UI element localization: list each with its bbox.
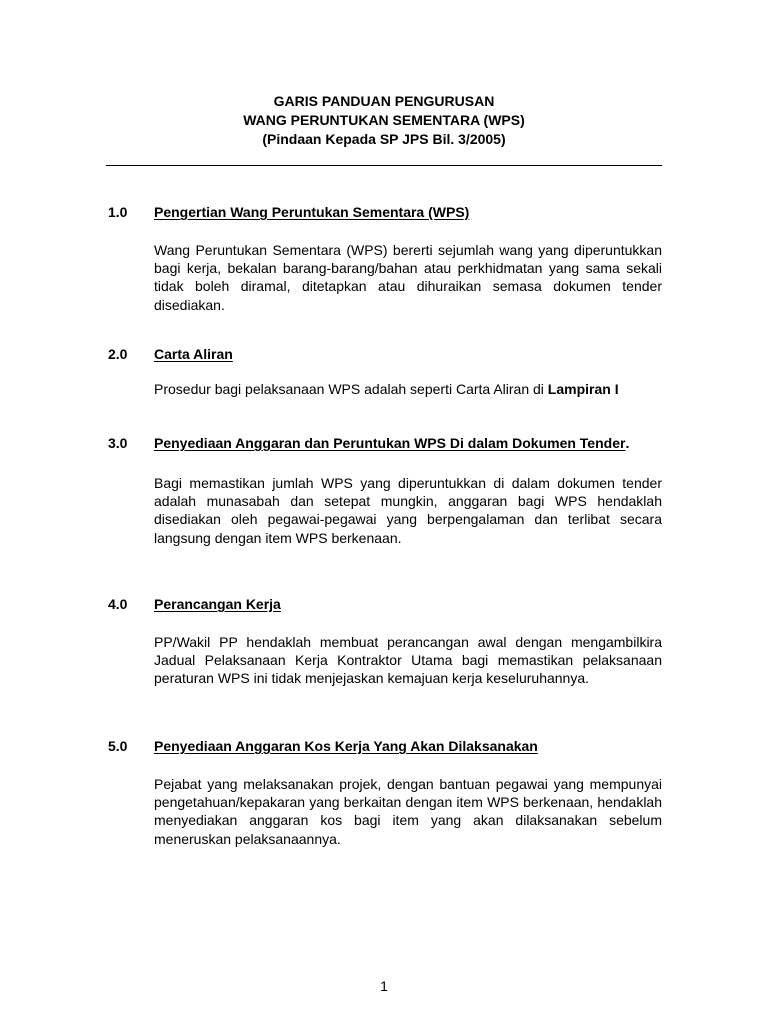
section-heading: Carta Aliran — [154, 346, 233, 362]
title-line-3: (Pindaan Kepada SP JPS Bil. 3/2005) — [262, 131, 506, 147]
section-heading-text: Penyediaan Anggaran dan Peruntukan WPS Di dalam Dokumen Tender — [154, 435, 626, 451]
section-4 — [108, 596, 662, 688]
section-2 — [108, 346, 662, 398]
section-number: 4.0 — [108, 596, 128, 612]
section-body: Pejabat yang melaksanakan projek, dengan bantuan pegawai yang mempunyai pengetahuan/kepakaran yang berkaitan dengan item WPS berkenaan, hendaklah menyediakan anggaran kos bagi item yang akan dilaksanakan sebelum meneruskan pelaksanaannya. — [154, 776, 662, 847]
section-5 — [108, 738, 662, 848]
title-line-2: WANG PERUNTUKAN SEMENTARA (WPS) — [243, 112, 525, 128]
section-heading-suffix: . — [625, 435, 630, 451]
section-heading: Pengertian Wang Peruntukan Sementara (WPS) — [154, 204, 470, 220]
document-title — [106, 92, 662, 149]
section-body — [154, 380, 662, 398]
section-3 — [108, 435, 662, 547]
section-body: Bagi memastikan jumlah WPS yang diperuntukkan di dalam dokumen tender adalah munasabah dan setepat mungkin, anggaran bagi WPS hendaklah disediakan oleh pegawai-pegawai yang berpengalaman dan terlibat secara langsung dengan item WPS berkenaan. — [154, 475, 662, 546]
appendix-reference: Lampiran I — [547, 381, 619, 397]
section-number: 5.0 — [108, 738, 128, 754]
section-number: 1.0 — [108, 204, 128, 220]
section-body-text: Prosedur bagi pelaksanaan WPS adalah seperti Carta Aliran di — [154, 381, 548, 397]
title-line-1: GARIS PANDUAN PENGURUSAN — [273, 93, 495, 109]
page-number: 1 — [380, 978, 388, 994]
title-divider — [106, 165, 662, 166]
section-1 — [108, 204, 662, 314]
section-body: PP/Wakil PP hendaklah membuat perancangan awal dengan mengambilkira Jadual Pelaksanaan Kerja Kontraktor Utama bagi memastikan pelaksanaan peraturan WPS ini tidak menjejaskan kemajuan kerja keseluruhannya. — [154, 634, 662, 687]
section-number: 2.0 — [108, 346, 128, 362]
section-heading: Perancangan Kerja — [154, 596, 281, 612]
section-heading — [154, 435, 662, 452]
section-body: Wang Peruntukan Sementara (WPS) bererti sejumlah wang yang diperuntukkan bagi kerja, bekalan barang-barang/bahan atau perkhidmatan yang sama sekali tidak boleh diramal, ditetapkan atau dihuraikan semasa dokumen tender disediakan. — [154, 242, 662, 313]
section-heading: Penyediaan Anggaran Kos Kerja Yang Akan Dilaksanakan — [154, 738, 538, 754]
section-number: 3.0 — [108, 435, 128, 451]
